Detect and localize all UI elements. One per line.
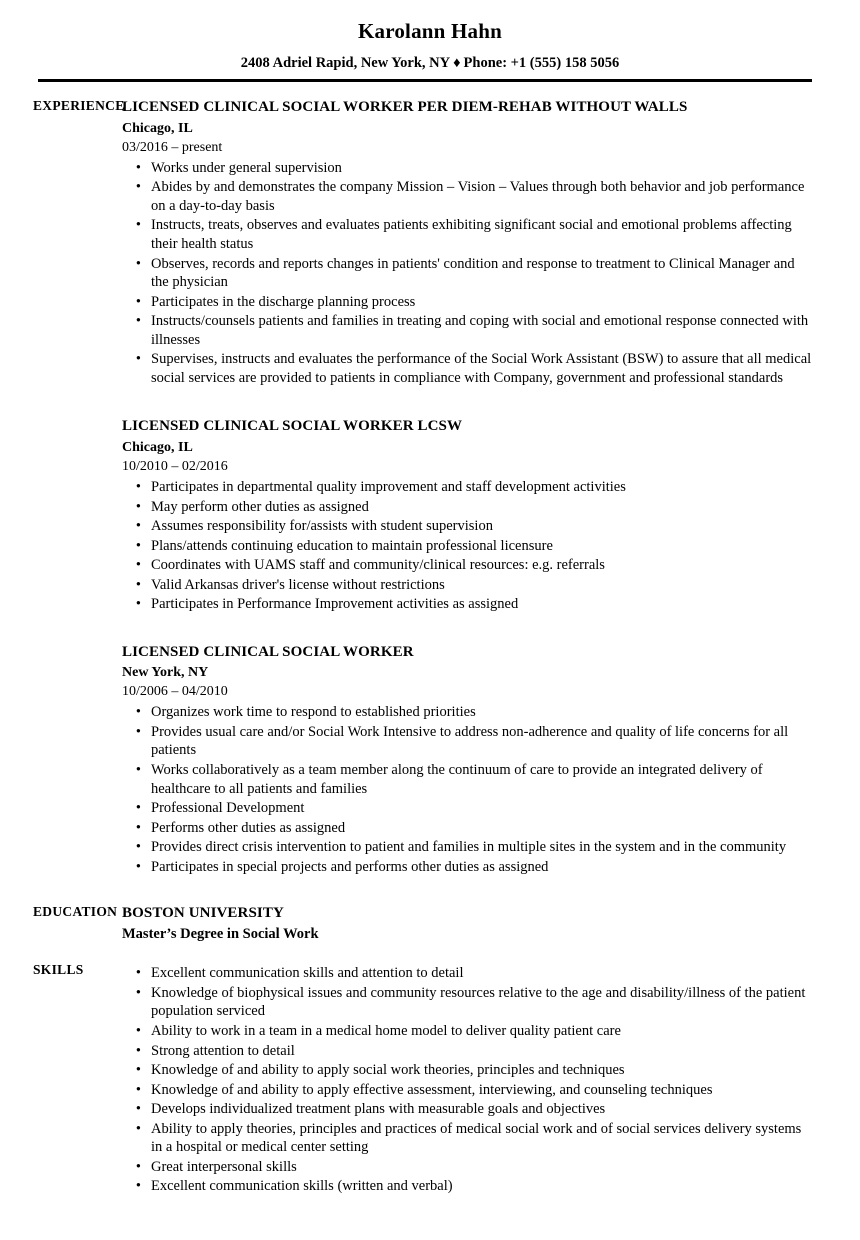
job-title: LICENSED CLINICAL SOCIAL WORKER PER DIEM-REHAB WITHOUT WALLS: [122, 99, 688, 116]
job-responsibility-list: [122, 703, 812, 876]
spacer: [0, 877, 860, 904]
list-item: ● Participates in the discharge planning process: [122, 293, 812, 312]
diamond-separator-icon: ♦: [453, 55, 461, 72]
list-item: ● Provides usual care and/or Social Work Intensive to address non-adherence and quality of life concerns for all patients: [122, 723, 812, 760]
job-responsibility-list: [122, 478, 812, 614]
list-item: ● Great interpersonal skills: [122, 1158, 812, 1177]
list-item: ● Excellent communication skills (written and verbal): [122, 1177, 812, 1196]
list-item: ● Participates in Performance Improvement activities as assigned: [122, 595, 812, 614]
job-location: Chicago, IL: [122, 439, 193, 455]
education-body: [122, 904, 860, 944]
list-item: ● Knowledge of biophysical issues and community resources relative to the age and disability/illness of the patient population serviced: [122, 984, 812, 1021]
contact-address: 2408 Adriel Rapid, New York, NY: [240, 55, 451, 72]
experience-entry: [122, 643, 812, 877]
job-dates: 10/2010 – 02/2016: [122, 458, 228, 474]
section-experience: [0, 98, 860, 877]
list-item: ● Abides by and demonstrates the company Mission – Vision – Values through both behavior and job performance on a day-to-day basis: [122, 178, 812, 215]
section-label-experience: EXPERIENCE: [33, 98, 125, 114]
list-item: ● Performs other duties as assigned: [122, 819, 812, 838]
list-item: ● Knowledge of and ability to apply social work theories, principles and techniques: [122, 1061, 812, 1080]
list-item: ● Participates in departmental quality improvement and staff development activities: [122, 478, 812, 497]
job-location: Chicago, IL: [122, 120, 193, 136]
list-item: ● Provides direct crisis intervention to patient and families in multiple sites in the system and in the community: [122, 838, 812, 857]
job-location: New York, NY: [122, 665, 209, 681]
spacer: [0, 82, 860, 98]
education-degree: Master’s Degree in Social Work: [122, 925, 319, 942]
education-entry: [122, 904, 812, 944]
list-item: ● Valid Arkansas driver's license without restrictions: [122, 576, 812, 595]
section-label-education: EDUCATION: [33, 904, 118, 920]
experience-entry: [122, 98, 812, 387]
list-item: ● Instructs, treats, observes and evaluates patients exhibiting significant social and emotional problems affecting their health status: [122, 216, 812, 253]
list-item: ● Participates in special projects and performs other duties as assigned: [122, 858, 812, 877]
list-item: ● Strong attention to detail: [122, 1042, 812, 1061]
job-dates: 10/2006 – 04/2010: [122, 684, 228, 700]
list-item: ● Excellent communication skills and attention to detail: [122, 964, 812, 983]
experience-body: [122, 98, 860, 877]
list-item: ● Assumes responsibility for/assists with student supervision: [122, 517, 812, 536]
list-item: ● Professional Development: [122, 799, 812, 818]
list-item: ● Works collaboratively as a team member along the continuum of care to provide an integrated delivery of healthcare to all patients and families: [122, 761, 812, 798]
list-item: ● Develops individualized treatment plans with measurable goals and objectives: [122, 1100, 812, 1119]
section-skills: [0, 962, 860, 1197]
job-title: LICENSED CLINICAL SOCIAL WORKER: [122, 643, 414, 660]
candidate-name: Karolann Hahn: [357, 19, 502, 43]
section-education: [0, 904, 860, 944]
list-item: ● Supervises, instructs and evaluates the performance of the Social Work Assistant (BSW) to assure that all medical social services are provided to patients in compliance with Company, government and professional standards: [122, 350, 812, 387]
list-item: ● Organizes work time to respond to established priorities: [122, 703, 812, 722]
spacer: [122, 388, 812, 417]
experience-entry: [122, 417, 812, 613]
list-item: ● Works under general supervision: [122, 159, 812, 178]
list-item: ● Instructs/counsels patients and families in treating and coping with social and emotional response connected with illnesses: [122, 312, 812, 349]
job-responsibility-list: [122, 159, 812, 388]
list-item: ● Coordinates with UAMS staff and community/clinical resources: e.g. referrals: [122, 556, 812, 575]
contact-phone: Phone: +1 (555) 158 5056: [463, 55, 620, 72]
spacer: [0, 944, 860, 962]
resume-header: [0, 0, 860, 82]
list-item: ● May perform other duties as assigned: [122, 498, 812, 517]
section-label-skills: SKILLS: [33, 962, 84, 978]
list-item: ● Plans/attends continuing education to maintain professional licensure: [122, 537, 812, 556]
list-item: ● Observes, records and reports changes in patients' condition and response to treatment to Clinical Manager and the physician: [122, 255, 812, 292]
education-school: BOSTON UNIVERSITY: [122, 905, 284, 922]
spacer: [122, 615, 812, 643]
list-item: ● Ability to work in a team in a medical home model to deliver quality patient care: [122, 1022, 812, 1041]
list-item: ● Ability to apply theories, principles and practices of medical social work and of social services delivery systems in a hospital or medical center setting: [122, 1120, 812, 1157]
list-item: ● Knowledge of and ability to apply effective assessment, interviewing, and counseling techniques: [122, 1081, 812, 1100]
contact-line: [0, 55, 860, 72]
skills-body: [122, 962, 860, 1197]
skills-list: [122, 964, 812, 1196]
job-dates: 03/2016 – present: [122, 139, 223, 155]
job-title: LICENSED CLINICAL SOCIAL WORKER LCSW: [122, 418, 463, 435]
